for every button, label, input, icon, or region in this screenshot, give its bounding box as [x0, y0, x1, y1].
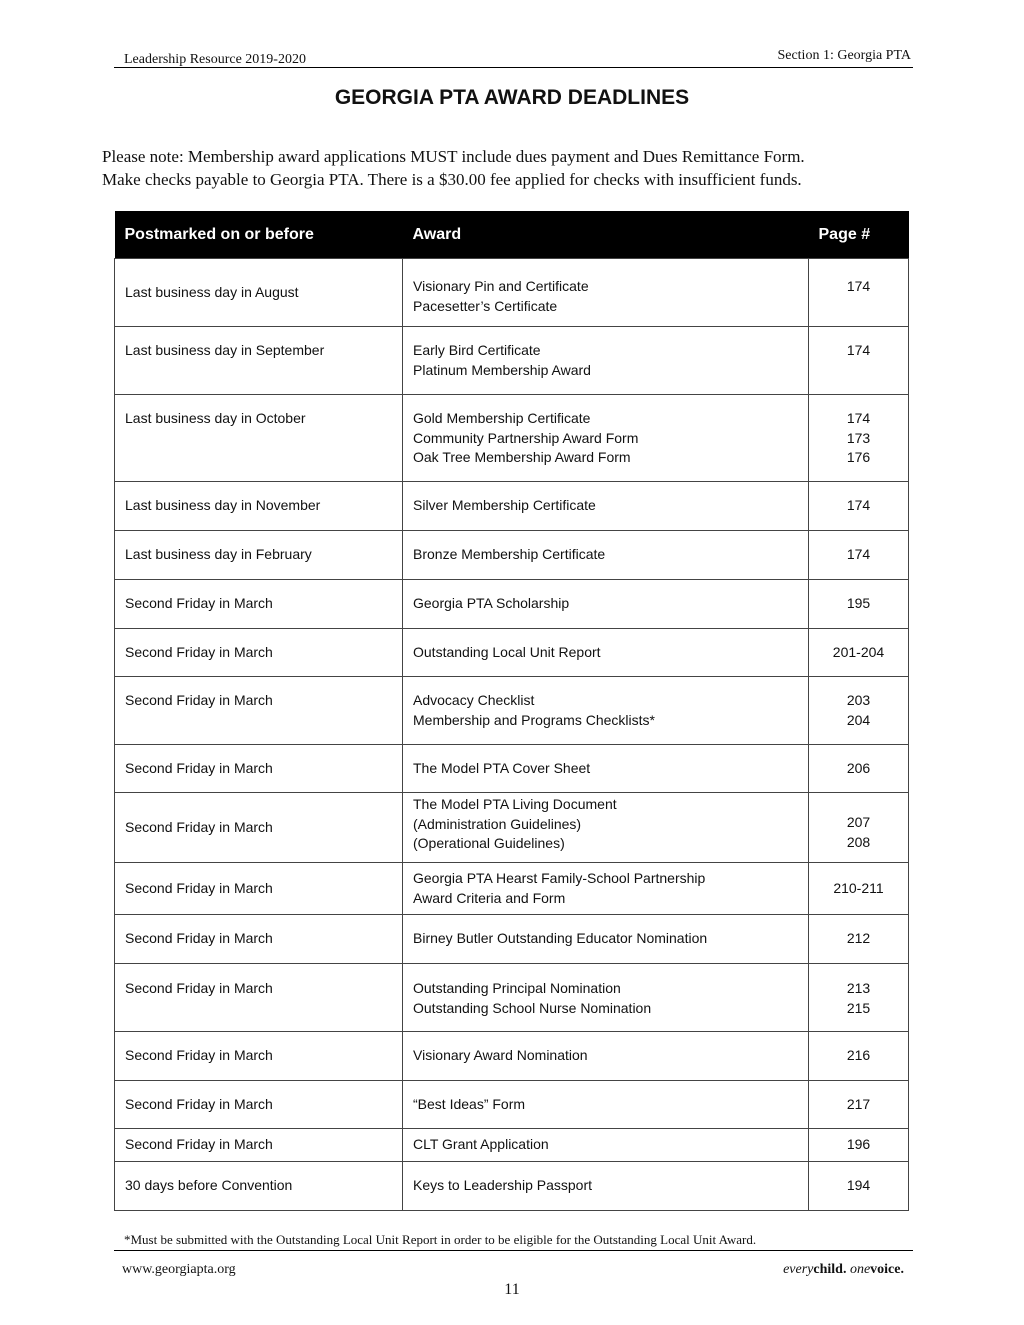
table-row	[115, 964, 909, 1032]
deadline-cell	[115, 580, 403, 629]
deadline-text: Second Friday in March	[125, 595, 273, 612]
tagline-voice: voice.	[870, 1262, 904, 1277]
tagline-child: child.	[813, 1262, 847, 1277]
header-left-text: Leadership Resource 2019-2020	[124, 52, 306, 67]
table-row	[115, 259, 909, 327]
note-paragraph	[102, 145, 922, 191]
table-row	[115, 915, 909, 964]
column-header-award: Award	[403, 211, 809, 259]
deadline-cell	[115, 745, 403, 793]
award-name: The Model PTA Living Document	[413, 796, 617, 812]
award-cell	[403, 1162, 809, 1211]
deadline-text: Last business day in November	[125, 497, 321, 514]
award-cell	[403, 677, 809, 745]
award-name: Early Bird Certificate	[413, 342, 541, 358]
table-row	[115, 1162, 909, 1211]
page-number-value: 195	[846, 595, 871, 612]
table-row	[115, 677, 909, 745]
page-number-value: 174	[846, 342, 871, 358]
deadline-text: Second Friday in March	[125, 1095, 273, 1112]
deadline-cell	[115, 915, 403, 964]
page-number-value: 216	[846, 1047, 871, 1064]
award-cell	[403, 793, 809, 863]
page-number-value: 174	[846, 546, 871, 563]
award-name: Birney Butler Outstanding Educator Nomination	[413, 930, 708, 947]
award-name: (Operational Guidelines)	[413, 835, 565, 851]
deadline-cell	[115, 793, 403, 863]
award-name: Visionary Award Nomination	[413, 1047, 588, 1064]
award-name: Platinum Membership Award	[413, 361, 591, 378]
award-cell	[403, 259, 809, 327]
page-number-value: 207	[846, 814, 871, 830]
deadline-text: Last business day in October	[125, 410, 306, 426]
award-cell	[403, 1081, 809, 1129]
column-header-deadline: Postmarked on or before	[115, 211, 403, 259]
table-row	[115, 1081, 909, 1129]
deadline-cell	[115, 1162, 403, 1211]
page-cell	[809, 863, 909, 915]
table-row	[115, 482, 909, 531]
deadline-text: Second Friday in March	[125, 643, 273, 660]
deadline-cell	[115, 1032, 403, 1081]
page-number-value: 215	[846, 999, 871, 1016]
page-title: GEORGIA PTA AWARD DEADLINES	[334, 86, 690, 109]
table-body	[115, 259, 909, 1211]
header-rule	[114, 67, 913, 68]
page-cell	[809, 1129, 909, 1162]
deadline-text: Second Friday in March	[125, 1047, 273, 1064]
award-deadlines-table	[114, 211, 909, 1211]
table-row	[115, 793, 909, 863]
award-cell	[403, 395, 809, 482]
award-name: “Best Ideas” Form	[413, 1095, 526, 1112]
table-row	[115, 580, 909, 629]
column-header-page: Page #	[809, 211, 909, 259]
deadline-text: Second Friday in March	[125, 980, 273, 996]
table-row	[115, 745, 909, 793]
award-name: Award Criteria and Form	[413, 889, 566, 906]
award-cell	[403, 964, 809, 1032]
footnote: *Must be submitted with the Outstanding Local Unit Report in order to be eligible for the Outstanding Local Unit Award.	[124, 1232, 757, 1247]
award-cell	[403, 1129, 809, 1162]
award-name: Georgia PTA Hearst Family-School Partnership	[413, 870, 706, 886]
table-header-row	[115, 211, 909, 259]
deadline-cell	[115, 629, 403, 677]
award-name: Outstanding School Nurse Nomination	[413, 999, 652, 1016]
deadline-text: Second Friday in March	[125, 818, 273, 835]
table-row	[115, 629, 909, 677]
table-row	[115, 1129, 909, 1162]
page-cell	[809, 395, 909, 482]
deadline-cell	[115, 259, 403, 327]
award-name: Advocacy Checklist	[413, 692, 535, 708]
header-right-text: Section 1: Georgia PTA	[777, 48, 911, 63]
deadline-text: Second Friday in March	[125, 930, 273, 947]
award-cell	[403, 482, 809, 531]
award-cell	[403, 1032, 809, 1081]
page-number-value: 217	[846, 1095, 871, 1112]
page-number-value: 174	[846, 278, 871, 294]
note-line-2: Make checks payable to Georgia PTA. There is a $30.00 fee applied for checks with insufficient funds.	[102, 170, 802, 189]
footer-website: www.georgiapta.org	[122, 1262, 236, 1277]
award-name: The Model PTA Cover Sheet	[413, 759, 591, 776]
award-name: Outstanding Principal Nomination	[413, 980, 621, 996]
tagline-every: every	[783, 1262, 814, 1277]
page-number-value: 206	[846, 759, 871, 776]
award-name: Keys to Leadership Passport	[413, 1177, 592, 1194]
footer-rule	[114, 1250, 913, 1251]
award-name: Georgia PTA Scholarship	[413, 595, 570, 612]
page-number-value: 212	[846, 930, 871, 947]
page-number-value: 173	[846, 429, 871, 446]
page-number-value: 174	[846, 410, 871, 426]
award-name: Oak Tree Membership Award Form	[413, 449, 631, 465]
page-cell	[809, 629, 909, 677]
deadline-cell	[115, 482, 403, 531]
footer-tagline	[783, 1262, 904, 1278]
deadline-text: Second Friday in March	[125, 759, 273, 776]
deadline-text: Second Friday in March	[125, 1136, 273, 1153]
note-line-1: Please note: Membership award applications MUST include dues payment and Dues Remittance Form.	[102, 147, 805, 166]
award-name: Gold Membership Certificate	[413, 410, 591, 426]
page-cell	[809, 793, 909, 863]
award-name: Visionary Pin and Certificate	[413, 278, 589, 294]
award-cell	[403, 531, 809, 580]
table-row	[115, 863, 909, 915]
deadline-text: Second Friday in March	[125, 879, 273, 896]
award-name: Outstanding Local Unit Report	[413, 643, 601, 660]
page-number-value: 201-204	[832, 643, 885, 660]
page-number-value: 210-211	[833, 879, 884, 896]
page-number-value: 208	[846, 833, 871, 850]
page-number-value: 204	[846, 711, 871, 728]
page-cell	[809, 259, 909, 327]
award-cell	[403, 629, 809, 677]
deadline-cell	[115, 395, 403, 482]
page-cell	[809, 915, 909, 964]
page-number-value: 176	[846, 449, 871, 465]
deadline-cell	[115, 677, 403, 745]
page-cell	[809, 580, 909, 629]
deadline-cell	[115, 863, 403, 915]
table-row	[115, 531, 909, 580]
award-cell	[403, 745, 809, 793]
award-cell	[403, 863, 809, 915]
award-name: Silver Membership Certificate	[413, 497, 596, 514]
page-cell	[809, 677, 909, 745]
award-cell	[403, 915, 809, 964]
deadline-text: Second Friday in March	[125, 692, 273, 708]
award-name: Membership and Programs Checklists*	[413, 711, 655, 728]
award-name: Pacesetter’s Certificate	[413, 297, 558, 314]
table-row	[115, 1032, 909, 1081]
award-name: CLT Grant Application	[413, 1136, 549, 1153]
deadline-cell	[115, 531, 403, 580]
page-cell	[809, 531, 909, 580]
deadline-text: Last business day in August	[125, 283, 299, 300]
table-row	[115, 395, 909, 482]
deadline-text: 30 days before Convention	[125, 1177, 293, 1194]
table-row	[115, 327, 909, 395]
page-number-value: 213	[846, 980, 871, 996]
page-number-value: 194	[846, 1177, 871, 1194]
deadline-text: Last business day in September	[125, 342, 325, 358]
page-cell	[809, 1032, 909, 1081]
page-cell	[809, 745, 909, 793]
deadline-cell	[115, 327, 403, 395]
deadline-cell	[115, 1081, 403, 1129]
page-cell	[809, 964, 909, 1032]
page-number: 11	[504, 1281, 520, 1298]
deadline-cell	[115, 964, 403, 1032]
page-cell	[809, 1081, 909, 1129]
deadline-cell	[115, 1129, 403, 1162]
award-name: Community Partnership Award Form	[413, 429, 639, 446]
page-number-value: 174	[846, 497, 871, 514]
tagline-one: one	[849, 1262, 871, 1277]
deadline-text: Last business day in February	[125, 546, 312, 563]
page-cell	[809, 1162, 909, 1211]
page-number-value: 203	[846, 692, 871, 708]
award-cell	[403, 327, 809, 395]
page-number-value: 196	[846, 1136, 871, 1153]
page-cell	[809, 482, 909, 531]
award-cell	[403, 580, 809, 629]
page-cell	[809, 327, 909, 395]
award-name: Bronze Membership Certificate	[413, 546, 606, 563]
award-name: (Administration Guidelines)	[413, 815, 582, 832]
